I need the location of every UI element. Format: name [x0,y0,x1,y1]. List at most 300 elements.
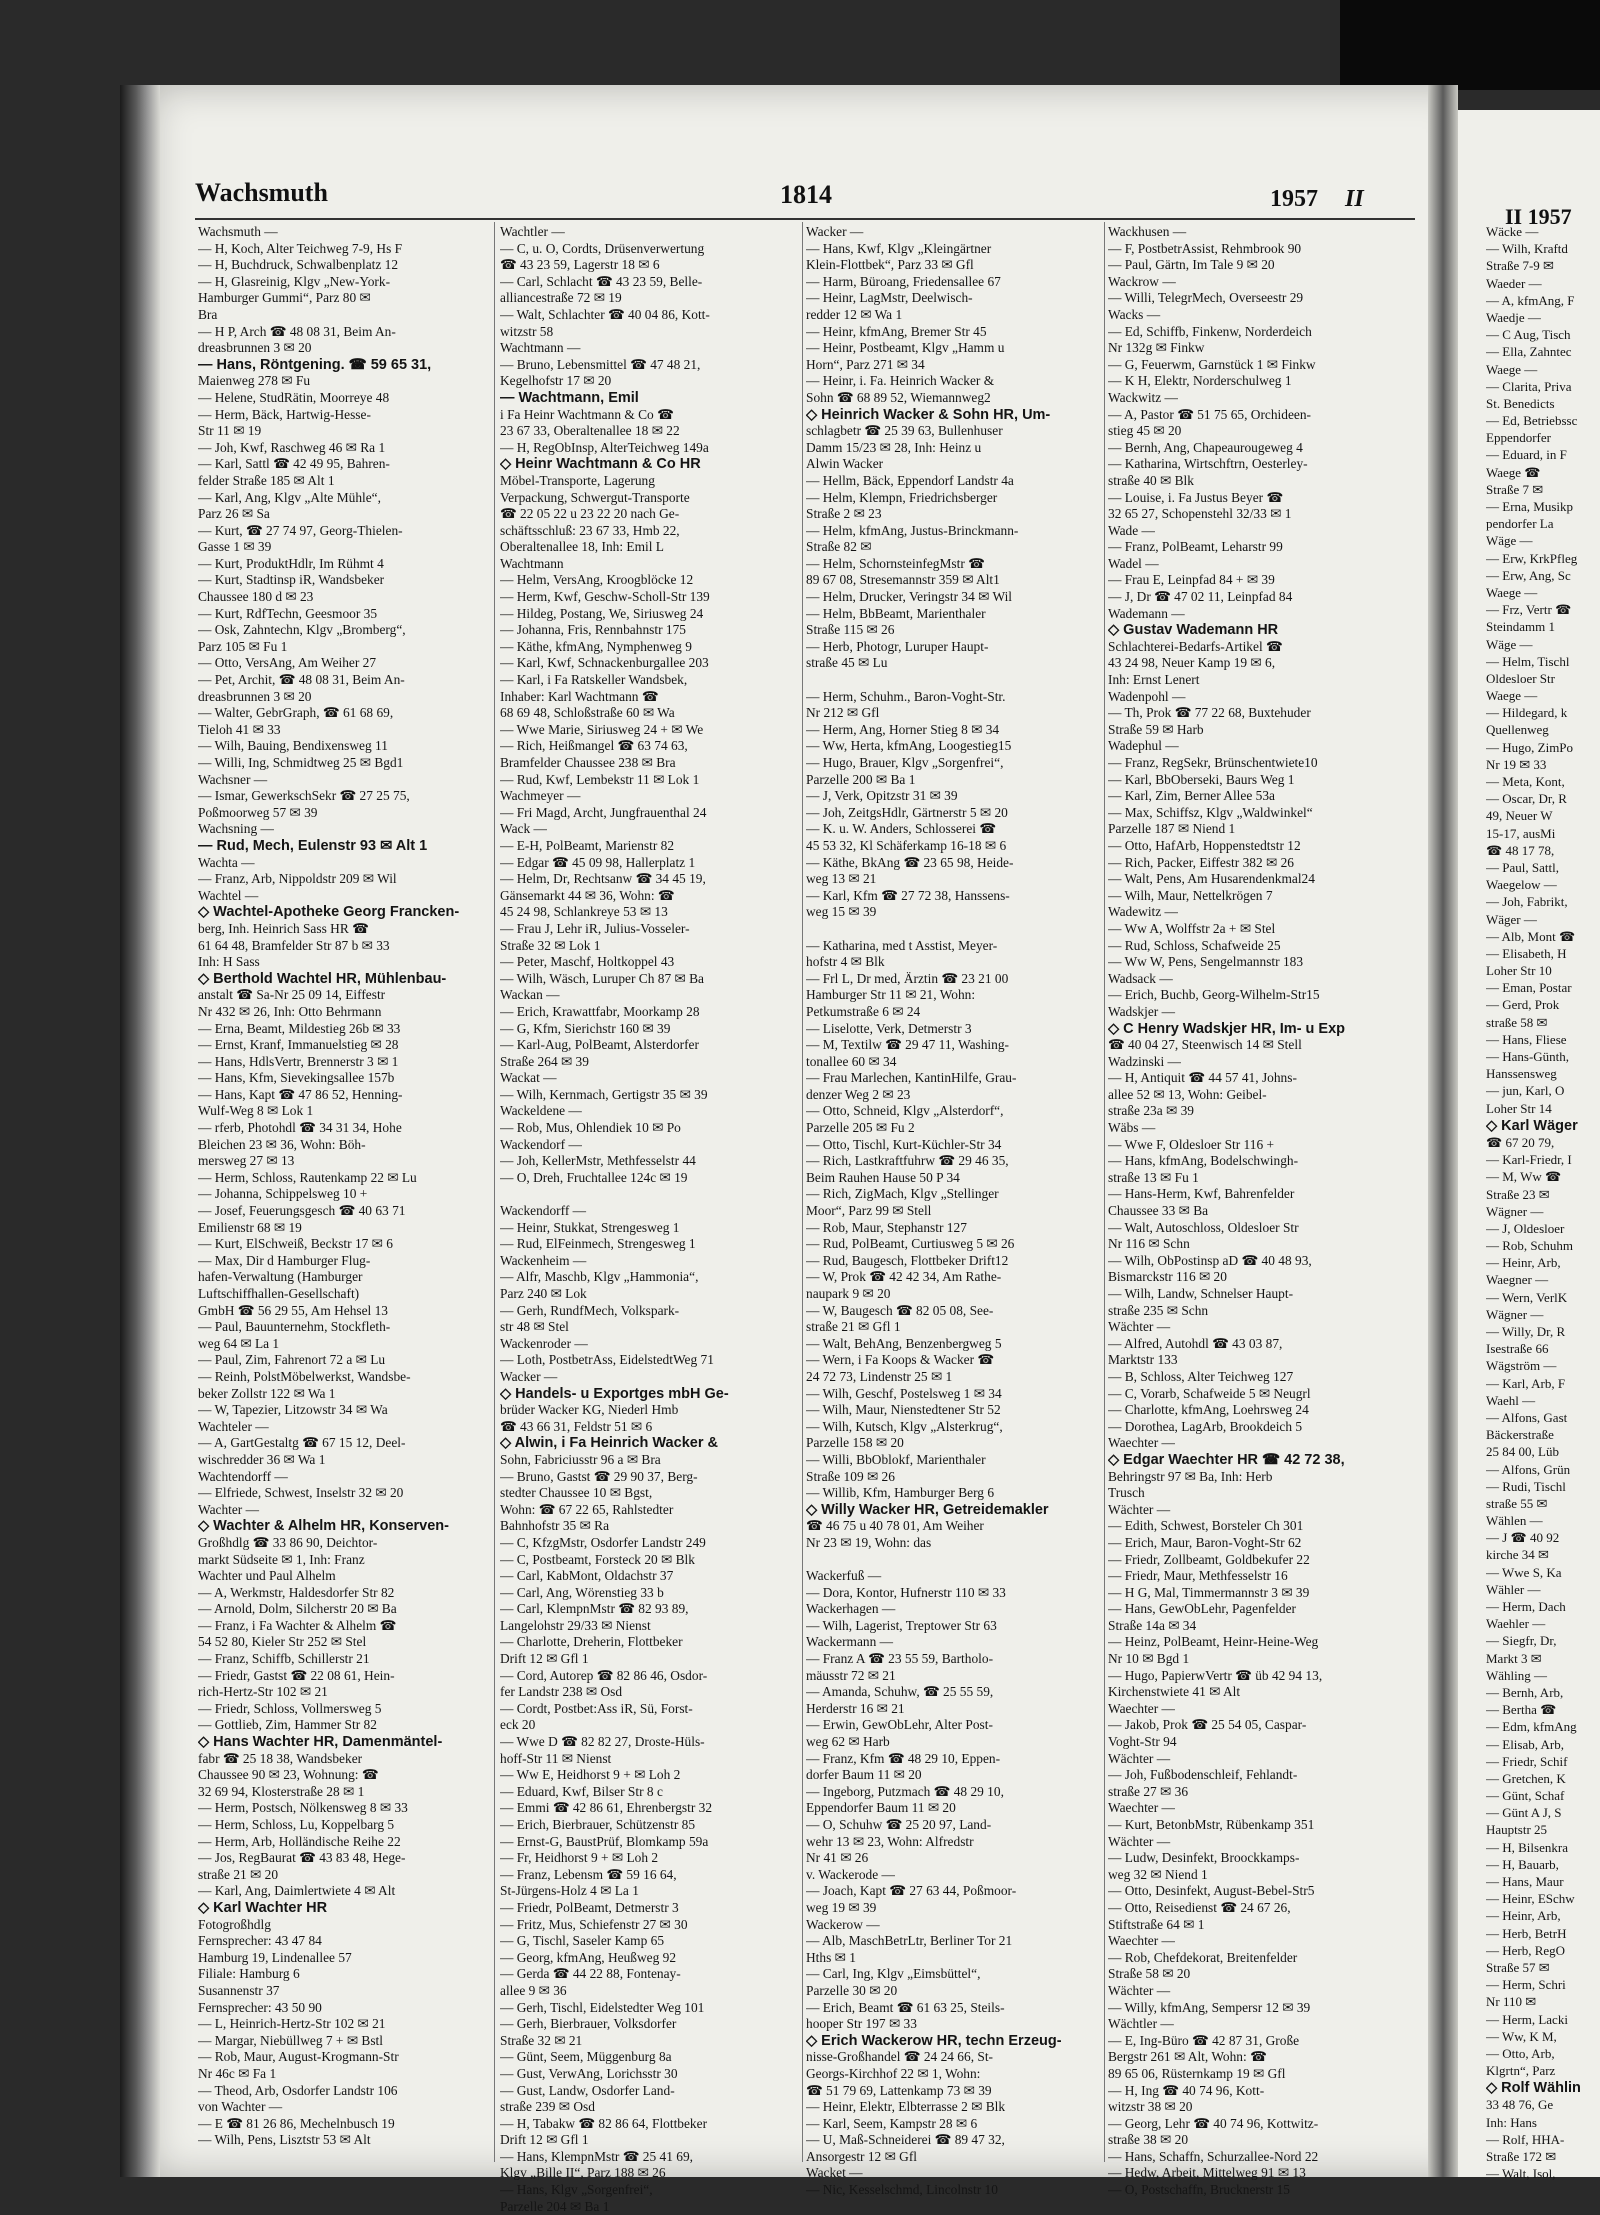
directory-entry-line: Wadewitz — [1108,904,1178,920]
directory-entry-line: — H, Glasreinig, Klgv „New-York- [198,273,391,289]
directory-entry-line: — Rob, Maur, Stephanstr 127 [806,1219,967,1235]
directory-entry-line: — Karl-Aug, PolBeamt, Alsterdorfer [500,1037,699,1053]
directory-entry-line: — Karl, Ang, Klgv „Alte Mühle“, [198,489,381,505]
header-volume: II [1345,186,1364,212]
directory-entry-line: — Otto, Reisedienst ☎ 24 67 26, [1108,1899,1291,1915]
directory-entry-line: — Hedw, Arbeit, Mittelweg 91 ✉ 13 [1108,2165,1306,2181]
directory-entry-line: — Elisabeth, H [1486,945,1567,961]
directory-entry-line: — Franz, PolBeamt, Leharstr 99 [1108,539,1283,555]
directory-entry-line: Nr 19 ✉ 33 [1486,756,1547,772]
directory-entry-line: anstalt ☎ Sa-Nr 25 09 14, Eiffestr [198,987,386,1003]
directory-entry-line: i Fa Heinr Wachtmann & Co ☎ [500,406,674,422]
directory-entry-line: Behringstr 97 ✉ Ba, Inh: Herb [1108,1468,1273,1484]
directory-entry-line: — Siegfr, Dr, [1486,1633,1557,1649]
directory-column-2 [500,224,798,2215]
directory-entry-line: — Wachtmann, Emil [500,389,639,406]
directory-entry-line: — O, Schuhw ☎ 25 20 97, Land- [806,1817,992,1832]
directory-entry-line: Wackerhagen — [806,1601,896,1617]
directory-entry-line: — Otto, Schneid, Klgv „Alsterdorf“, [806,1103,1004,1119]
directory-entry-line: — Rud, Kwf, Lembekstr 11 ✉ Lok 1 [500,771,700,787]
directory-entry-line: — Günt, Seem, Müggenburg 8a [500,2049,672,2065]
directory-entry-line: — Willib, Kfm, Hamburger Berg 6 [806,1485,995,1501]
directory-entry-line: — Herm, Dach [1486,1599,1566,1614]
directory-entry-line: stedter Chaussee 10 ✉ Bgst, [500,1485,653,1501]
directory-entry-line [806,921,1104,938]
directory-entry-line: — Wilh, Kraftd [1486,241,1568,257]
directory-entry-line: ☎ 48 17 78, [1486,842,1555,858]
directory-entry-line: Wächter — [1108,1750,1171,1766]
directory-entry-line: straße 38 ✉ 20 [1108,2132,1189,2148]
directory-entry-line: — Edgar ☎ 45 09 98, Hallerplatz 1 [500,854,696,870]
directory-entry-line: Gänsemarkt 44 ✉ 36, Wohn: ☎ [500,887,675,903]
directory-entry-line: — Theod, Arb, Osdorfer Landstr 106 [198,2082,398,2098]
directory-entry-line: Klgrtn“, Parz [1486,2063,1556,2079]
directory-entry-line: Wachter — [198,1501,260,1517]
directory-entry-line: wehr 13 ✉ 23, Wohn: Alfredstr [806,1833,974,1849]
directory-entry-line: Inhaber: Karl Wachtmann ☎ [500,688,659,704]
directory-entry-line: — Franz, RegSekr, Brünschentwiete10 [1108,755,1318,770]
directory-entry-line: — Emmi ☎ 42 86 61, Ehrenbergstr 32 [500,1800,713,1816]
directory-entry-line: Wadskjer — [1108,1003,1175,1019]
directory-entry-line: Parzelle 30 ✉ 20 [806,1982,898,1998]
directory-entry-line: ◇ Wachter & Alhelm HR, Konserven- [198,1518,449,1535]
directory-entry-line: — Harm, Büroang, Friedensallee 67 [806,273,1001,289]
directory-entry-line: straße 235 ✉ Schn [1108,1302,1209,1318]
directory-entry-line: Wackhusen — [1108,224,1187,239]
column-divider [1104,222,1105,2162]
directory-entry-line: — M, Ww ☎ [1486,1169,1562,1185]
directory-column-5-partial [1486,224,1600,2183]
directory-entry-line: Beim Rauhen Hause 50 P 34 [806,1169,960,1185]
directory-entry-line: — Rud, Baugesch, Flottbeker Drift12 [806,1252,1009,1268]
directory-entry-line: Nr 432 ✉ 26, Inh: Otto Behrmann [198,1003,382,1019]
directory-entry-line: stieg 45 ✉ 20 [1108,423,1182,439]
directory-entry-line: Wack — [500,821,547,837]
directory-entry-line: ◇ Willy Wacker HR, Getreidemakler [806,1501,1049,1518]
directory-entry-line: — Wilh, Wäsch, Luruper Ch 87 ✉ Ba [500,970,704,986]
directory-entry-line: Straße 172 ✉ [1486,2149,1557,2164]
directory-entry-line: — Katharina, med t Asstist, Meyer- [806,937,998,953]
directory-entry-line: weg 15 ✉ 39 [806,904,877,920]
directory-entry-line: — Rich, Heißmangel ☎ 63 74 63, [500,738,688,754]
directory-entry-line: — Helm, Drucker, Veringstr 34 ✉ Wil [806,589,1013,605]
directory-entry-line: Wächtler — [1108,2016,1174,2032]
directory-entry-line: Nr 212 ✉ Gfl [806,705,880,721]
directory-entry-line: — Hugo, ZimPo [1486,739,1574,755]
directory-entry-line: — C, Postbeamt, Forsteck 20 ✉ Blk [500,1551,695,1567]
directory-entry-line: Eppendorfer [1486,430,1551,446]
directory-entry-line: Schlachterei-Bedarfs-Artikel ☎ [1108,638,1283,654]
directory-entry-line: Kirchenstwiete 41 ✉ Alt [1108,1684,1241,1700]
directory-entry-line: — Rolf, HHA- [1486,2131,1565,2147]
directory-entry-line: Wähling — [1486,1667,1548,1683]
directory-entry-line: 45 53 32, Kl Schäferkamp 16-18 ✉ 6 [806,837,1007,853]
directory-entry-line: Susannenstr 37 [198,1982,280,1998]
directory-entry-line: Hamburg 19, Lindenallee 57 [198,1949,352,1965]
directory-entry-line: — Th, Prok ☎ 77 22 68, Buxtehuder [1108,705,1311,721]
directory-entry-line: hafen-Verwaltung (Hamburger [198,1269,363,1285]
directory-entry-line: — Georg, kfmAng, Heußweg 92 [500,1949,677,1965]
directory-entry-line: Waehler — [1486,1616,1546,1632]
directory-entry-line: Wäge — [1486,636,1533,652]
directory-entry-line: pendorfer La [1486,516,1554,532]
directory-entry-line: — Ed, Betriebssc [1486,413,1578,429]
directory-entry-line: — Joach, Kapt ☎ 27 63 44, Poßmoor- [806,1883,1017,1899]
directory-entry-line: — Rob, Chefdekorat, Breitenfelder [1108,1949,1298,1965]
directory-entry-line: 24 72 73, Lindenstr 25 ✉ 1 [806,1368,953,1384]
directory-entry-line: — Karl, Kwf, Schnackenburgallee 203 [500,655,709,671]
directory-entry-line: 33 48 76, Ge [1486,2097,1554,2113]
directory-entry-line: Straße 23 ✉ [1486,1186,1550,1202]
directory-entry-line: — W, Baugesch ☎ 82 05 08, See- [806,1302,994,1318]
directory-entry-line: — Herm, Postsch, Nölkensweg 8 ✉ 33 [198,1800,408,1816]
directory-entry-line: straße 21 ✉ 20 [198,1866,279,1882]
directory-entry-line: GmbH ☎ 56 29 55, Am Hehsel 13 [198,1302,389,1318]
directory-entry-line: Petkumstraße 6 ✉ 24 [806,1003,921,1019]
directory-entry-line: — Josef, Feuerungsgesch ☎ 40 63 71 [198,1203,406,1219]
directory-entry-line: — Kurt, RdfTechn, Geesmoor 35 [198,605,378,621]
directory-entry-line: Wächter — [1108,1833,1171,1849]
directory-entry-line: — Heinz, PolBeamt, Heinr-Heine-Weg [1108,1634,1319,1650]
directory-entry-line: Voght-Str 94 [1108,1734,1177,1750]
directory-entry-line: — Wilh, Lagerist, Treptower Str 63 [806,1617,997,1633]
directory-entry-line: — Heinr, LagMstr, Deelwisch- [806,290,973,306]
directory-entry-line: Inh: H Sass [198,954,260,970]
directory-entry-line: Wadel — [1108,555,1159,571]
directory-entry-line: — Erich, Buchb, Georg-Wilhelm-Str15 [1108,987,1320,1003]
directory-entry-line: — Friedr, Schloss, Vollmersweg 5 [198,1700,382,1716]
directory-entry-line: Inh: Ernst Lenert [1108,672,1200,688]
directory-entry-line: ☎ 43 66 31, Feldstr 51 ✉ 6 [500,1418,653,1434]
directory-entry-line: hooper Str 197 ✉ 33 [806,2016,917,2032]
directory-entry-line: Bergstr 261 ✉ Alt, Wohn: ☎ [1108,2049,1267,2065]
directory-entry-line: weg 64 ✉ La 1 [198,1335,280,1351]
background-shadow [1340,0,1600,90]
directory-entry-line: Loher Str 14 [1486,1100,1552,1116]
directory-entry-line: — Herm, Bäck, Hartwig-Hesse- [198,406,371,422]
directory-entry-line: Waedje — [1486,309,1541,325]
directory-entry-line: — Günt A J, S [1486,1805,1562,1821]
directory-entry-line: Wachmeyer — [500,788,581,804]
directory-entry-line: — Johanna, Schippelsweg 10 + [198,1186,368,1202]
directory-entry-line: — Clarita, Priva [1486,378,1572,394]
directory-entry-line: — A, kfmAng, F [1486,292,1575,308]
directory-entry-line: Straße 109 ✉ 26 [806,1468,895,1484]
header-year: 1957 [1270,186,1318,212]
directory-entry-line: — Loth, PostbetrAss, EidelstedtWeg 71 [500,1352,714,1368]
directory-entry-line: — Alb, Mont ☎ [1486,928,1576,944]
directory-entry-line: allee 52 ✉ 13, Wohn: Geibel- [1108,1086,1267,1102]
directory-entry-line: St-Jürgens-Holz 4 ✉ La 1 [500,1883,639,1899]
directory-entry-line: Wägner — [1486,1203,1544,1219]
directory-entry-line: Drift 12 ✉ Gfl 1 [500,2132,589,2148]
directory-entry-line: — Fri Magd, Archt, Jungfrauenthal 24 [500,804,707,820]
directory-entry-line: Wachsmuth — [198,224,278,239]
directory-entry-line: Nr 10 ✉ Bgd 1 [1108,1651,1190,1667]
directory-entry-line: — F, PostbetrAssist, Rehmbrook 90 [1108,240,1302,256]
directory-entry-line: Wacker — [500,1368,558,1384]
book-spine [1428,85,1458,2177]
directory-column-4 [1108,224,1408,2199]
directory-entry-line: Bismarckstr 116 ✉ 20 [1108,1269,1227,1285]
directory-entry-line: — J, Oldesloer [1486,1220,1565,1236]
directory-entry-line: — Erw, KrkPfleg [1486,550,1578,566]
directory-entry-line: — Rob, Schuhm [1486,1238,1574,1254]
directory-entry-line: 89 65 06, Rüsternkamp 19 ✉ Gfl [1108,2065,1286,2081]
directory-entry-line: — Otto, HafArb, Hoppenstedtstr 12 [1108,837,1301,853]
directory-entry-line: Wachtel — [198,887,259,903]
directory-entry-line: Maienweg 278 ✉ Fu [198,373,311,389]
directory-entry-line: straße 239 ✉ Osd [500,2099,595,2115]
directory-entry-line: weg 13 ✉ 21 [806,871,877,887]
directory-entry-line: 49, Neuer W [1486,808,1553,824]
directory-entry-line: — A, Werkmstr, Haldesdorfer Str 82 [198,1584,395,1600]
directory-entry-line [806,672,1104,689]
directory-entry-line: — Alfr, Maschb, Klgv „Hammonia“, [500,1269,699,1285]
directory-entry-line: — Cord, Autorep ☎ 82 86 46, Osdor- [500,1667,708,1683]
directory-entry-line: — Joh, Kwf, Raschweg 46 ✉ Ra 1 [198,439,386,455]
directory-entry-line: — Rud, ElFeinmech, Strengesweg 1 [500,1236,696,1252]
directory-entry-line: — Walt, Autoschloss, Oldesloer Str [1108,1219,1299,1235]
directory-entry-line: Langelohstr 29/33 ✉ Nienst [500,1617,651,1633]
directory-entry-line: — A, GartGestaltg ☎ 67 15 12, Deel- [198,1435,406,1451]
directory-entry-line: — Walter, GebrGraph, ☎ 61 68 69, [198,705,394,721]
directory-entry-line: — Hans, Maur [1486,1874,1564,1889]
directory-entry-line: ☎ 40 04 27, Steenwisch 14 ✉ Stell [1108,1037,1302,1053]
directory-entry-line: — Hans, Kfm, Sievekingsallee 157b [198,1070,395,1086]
directory-entry-line: straße 27 ✉ 36 [1108,1783,1189,1799]
directory-entry-line: — Heinr, Postbeamt, Klgv „Hamm u [806,340,1005,356]
directory-entry-line: Waechter — [1108,1933,1175,1949]
directory-entry-line: Chaussee 33 ✉ Ba [1108,1203,1209,1219]
directory-entry-line: — Fr, Heidhorst 9 + ✉ Loh 2 [500,1850,659,1866]
directory-entry-line: — Ww A, Wolffstr 2a + ✉ Stel [1108,920,1276,936]
directory-entry-line: — H, Koch, Alter Teichweg 7-9, Hs F [198,240,403,256]
directory-entry-line: — Wilh, Kernmach, Gertigstr 35 ✉ 39 [500,1086,708,1102]
directory-entry-line: Wohn: ☎ 67 22 65, Rahlstedter [500,1501,674,1517]
directory-entry-line: Hanssensweg [1486,1066,1557,1082]
directory-entry-line: — Peter, Maschf, Holtkoppel 43 [500,954,675,970]
directory-entry-line: — Ed, Schiffb, Finkenw, Norderdeich [1108,323,1312,339]
directory-entry-line: berg, Inh. Heinrich Sass HR ☎ [198,920,369,936]
directory-entry-line: mäusstr 72 ✉ 21 [806,1667,896,1683]
directory-entry-line: — Hans, Fliese [1486,1031,1567,1047]
directory-entry-line: Wachta — [198,854,255,870]
directory-entry-line: 45 24 98, Schlankreye 53 ✉ 13 [500,904,668,920]
directory-entry-line: straße 21 ✉ Gfl 1 [806,1319,901,1335]
directory-entry-line: — A, Pastor ☎ 51 75 65, Orchideen- [1108,406,1312,422]
directory-entry-line: Loher Str 10 [1486,963,1552,979]
directory-entry-line: — Eduard, in F [1486,447,1567,463]
directory-entry-line: — Arnold, Dolm, Silcherstr 20 ✉ Ba [198,1601,397,1617]
directory-entry-line: — Carl, KlempnMstr ☎ 82 93 89, [500,1601,689,1617]
directory-entry-line: Hamburger Gummi“, Parz 80 ✉ [198,290,371,306]
directory-entry-line: — Gerh, Tischl, Eidelstedter Weg 101 [500,1999,705,2015]
directory-entry-line: — Heinr, Arb, [1486,1255,1561,1271]
directory-entry-line: Fernsprecher: 43 47 84 [198,1933,322,1949]
directory-entry-line: Gasse 1 ✉ 39 [198,539,272,555]
directory-entry-line: weg 32 ✉ Niend 1 [1108,1866,1208,1882]
directory-entry-line: — J, Verk, Opitzstr 31 ✉ 39 [806,788,958,804]
directory-entry-line: — Rob, Maur, August-Krogmann-Str [198,2049,399,2065]
directory-entry-line: — Gerda ☎ 44 22 88, Fontenay- [500,1966,681,1982]
directory-entry-line: — Rich, ZigMach, Klgv „Stellinger [806,1186,999,1202]
directory-entry-line: Emilienstr 68 ✉ 19 [198,1219,302,1235]
directory-entry-line: Nr 110 ✉ [1486,1994,1537,2010]
directory-entry-line: Str 11 ✉ 19 [198,423,262,439]
directory-entry-line: — Helm, SchornsteinfegMstr ☎ [806,555,985,571]
column-divider [802,222,803,2162]
directory-entry-line: Waehl — [1486,1392,1536,1408]
directory-entry-line: fer Landstr 238 ✉ Osd [500,1684,623,1700]
directory-entry-line: — E ☎ 81 26 86, Mechelnbusch 19 [198,2115,395,2131]
directory-entry-line: rich-Hertz-Str 102 ✉ 21 [198,1684,328,1700]
directory-entry-line: — Franz, Kfm ☎ 48 29 10, Eppen- [806,1750,1001,1766]
directory-entry-line: Hauptstr 25 [1486,1822,1548,1838]
directory-entry-line: — Herm, Schloss, Rautenkamp 22 ✉ Lu [198,1169,417,1185]
directory-entry-line: — Bertha ☎ [1486,1702,1557,1718]
directory-entry-line: Waeder — [1486,275,1542,291]
header-rule [195,218,1415,220]
directory-entry-line: — Dorothea, LagArb, Brookdeich 5 [1108,1418,1303,1434]
directory-entry-line: — Hans, Schaffn, Schurzallee-Nord 22 [1108,2148,1319,2164]
directory-entry-line: Wacker — [806,224,864,239]
directory-entry-line: — Hans, KlempnMstr ☎ 25 41 69, [500,2148,693,2164]
directory-entry-line: — G, Feuerwm, Garnstück 1 ✉ Finkw [1108,356,1316,372]
directory-entry-line: — O, Dreh, Fruchtallee 124c ✉ 19 [500,1169,688,1185]
directory-entry-line: — M, Textilw ☎ 29 47 11, Washing- [806,1037,1009,1053]
directory-entry-line: ☎ 46 75 u 40 78 01, Am Weiher [806,1518,984,1534]
directory-entry-line: Eppendorfer Baum 11 ✉ 20 [806,1800,956,1816]
directory-entry-line: — Erich, Maur, Baron-Voght-Str 62 [1108,1534,1302,1550]
directory-entry-line: — Ludw, Desinfekt, Broockkamps- [1108,1850,1300,1866]
directory-entry-line: Waechter — [1108,1700,1175,1716]
directory-entry-line: — Hans, Klgv „Sorgenfrei“, [500,2182,653,2198]
directory-entry-line: — Walt, Isol, [1486,2166,1556,2182]
directory-entry-line: — Erich, Bierbrauer, Schützenstr 85 [500,1817,696,1832]
directory-entry-line: — Eduard, Kwf, Bilser Str 8 c [500,1783,663,1799]
directory-entry-line: Wadenpohl — [1108,688,1186,704]
directory-entry-line: straße 55 ✉ [1486,1495,1548,1511]
directory-entry-line: — L, Heinrich-Hertz-Str 102 ✉ 21 [198,2016,386,2032]
directory-entry-line: — Bernh, Arb, [1486,1684,1564,1700]
directory-entry-line: ☎ 22 05 22 u 23 22 20 nach Ge- [500,506,680,522]
directory-entry-line: Parzelle 204 ✉ Ba 1 [500,2198,610,2214]
directory-entry-line: — O, Postschaffn, Brucknerstr 15 [1108,2182,1290,2198]
directory-entry-line: — J, Dr ☎ 47 02 11, Leinpfad 84 [1108,589,1293,605]
directory-entry-line: ◇ Edgar Waechter HR ☎ 42 72 38, [1108,1451,1345,1468]
directory-entry-line: — Käthe, BkAng ☎ 23 65 98, Heide- [806,854,1014,870]
directory-entry-line: Filiale: Hamburg 6 [198,1966,300,1982]
directory-entry-line: — Herm, Kwf, Geschw-Scholl-Str 139 [500,589,710,605]
book-binding [120,85,160,2177]
directory-entry-line: — Helene, StudRätin, Moorreye 48 [198,389,390,405]
directory-entry-line: 68 69 48, Schloßstraße 60 ✉ Wa [500,705,675,721]
directory-entry-line: Wadsack — [1108,970,1173,986]
directory-entry-line: — H, Ing ☎ 40 74 96, Kott- [1108,2082,1265,2098]
directory-entry-line: — H, RegObInsp, AlterTeichweg 149a [500,439,709,455]
directory-entry-line: Parz 26 ✉ Sa [198,506,270,522]
directory-entry-line: Fernsprecher: 43 50 90 [198,1999,322,2015]
directory-entry-line: Herderstr 16 ✉ 21 [806,1700,905,1716]
directory-entry-line: — H, Bilsenkra [1486,1839,1568,1855]
directory-entry-line: Wackwitz — [1108,389,1178,405]
directory-entry-line: — Willy, kfmAng, Sempersr 12 ✉ 39 [1108,1999,1311,2015]
directory-entry-line: — Wwe S, Ka [1486,1564,1562,1580]
directory-entry-line: — Cordt, Postbet:Ass iR, Sü, Forst- [500,1700,693,1716]
directory-entry-line: Wächter — [1108,1982,1171,1998]
directory-entry-line: — H P, Arch ☎ 48 08 31, Beim An- [198,323,396,339]
directory-entry-line: — Rob, Mus, Ohlendiek 10 ✉ Po [500,1120,681,1136]
directory-entry-line: eck 20 [500,1717,536,1733]
directory-entry-line: Straße 57 ✉ [1486,1959,1550,1975]
directory-entry-line: — Herm, Lacki [1486,2011,1568,2027]
directory-entry-line: Trusch [1108,1485,1145,1501]
directory-entry-line: — Fritz, Mus, Schiefenstr 27 ✉ 30 [500,1916,688,1932]
directory-entry-line: Parzelle 158 ✉ 20 [806,1435,904,1451]
directory-entry-line: — Franz, i Fa Wachter & Alhelm ☎ [198,1617,397,1633]
directory-entry-line: — Bruno, Lebensmittel ☎ 47 48 21, [500,356,701,372]
directory-entry-line: Wackeldene — [500,1103,582,1119]
directory-entry-line: — Hans, Kwf, Klgv „Kleingärtner [806,240,992,256]
directory-entry-line: — Ww, Herta, kfmAng, Loogestieg15 [806,738,1012,754]
directory-entry-line: fabr ☎ 25 18 38, Wandsbeker [198,1750,363,1766]
directory-entry-line: — Frl L, Dr med, Ärztin ☎ 23 21 00 [806,970,1009,986]
directory-entry-line: — Meta, Kont, [1486,774,1565,789]
directory-entry-line: hoff-Str 11 ✉ Nienst [500,1750,612,1766]
directory-entry-line: — Alb, MaschBetrLtr, Berliner Tor 21 [806,1933,1013,1949]
directory-entry-line: dreasbrunnen 3 ✉ 20 [198,688,312,704]
directory-entry-line: — Herm, Arb, Holländische Reihe 22 [198,1833,401,1849]
directory-entry-line: Hamburger Str 11 ✉ 21, Wohn: [806,987,976,1003]
directory-entry-line: Luftschiffhallen-Gesellschaft) [198,1286,360,1301]
directory-entry-line: — C, Vorarb, Schafweide 5 ✉ Neugrl [1108,1385,1311,1401]
directory-entry-line: allee 9 ✉ 36 [500,1982,567,1998]
directory-entry-line: Wadzinski — [1108,1053,1181,1069]
directory-entry-line: Poßmoorweg 57 ✉ 39 [198,804,318,820]
directory-entry-line: — Katharina, Wirtschftrn, Oesterley- [1108,456,1308,472]
directory-entry-line: — Karl-Friedr, I [1486,1152,1572,1168]
directory-entry-line: — Alfred, Autohdl ☎ 43 03 87, [1108,1335,1283,1351]
directory-entry-line: Nr 46c ✉ Fa 1 [198,2065,277,2081]
directory-entry-line: Waechter — [1108,1435,1175,1451]
directory-entry-line: — Herb, Photogr, Luruper Haupt- [806,638,989,654]
directory-entry-line: — Karl, i Fa Ratskeller Wandsbek, [500,672,688,688]
column-divider [494,222,495,2162]
directory-entry-line: witzstr 38 ✉ 20 [1108,2099,1193,2115]
directory-entry-line: — Joh, Fußbodenschleif, Fehlandt- [1108,1767,1298,1783]
directory-entry-line: — Otto, Desinfekt, August-Bebel-Str5 [1108,1883,1315,1899]
directory-entry-line: — K. u. W. Anders, Schlosserei ☎ [806,821,997,837]
directory-entry-line: Wachsner — [198,771,268,787]
directory-entry-line: Alwin Wacker [806,456,884,472]
directory-entry-line: — Wilh, Maur, Nettelkrögen 7 [1108,887,1273,903]
directory-entry-line: — Wilh, ObPostinsp aD ☎ 40 48 93, [1108,1252,1312,1268]
directory-entry-line: ◇ C Henry Wadskjer HR, Im- u Exp [1108,1020,1346,1037]
directory-entry-line: Straße 32 ✉ Lok 1 [500,937,601,953]
directory-entry-line: Wackan — [500,987,560,1003]
directory-entry-line: — Frau J, Lehr iR, Julius-Vosseler- [500,920,690,936]
directory-entry-line: Wackat — [500,1070,557,1086]
directory-entry-line: ☎ 43 23 59, Lagerstr 18 ✉ 6 [500,257,660,273]
directory-entry-line: Waegner — [1486,1272,1549,1288]
directory-entry-line: Wachtmann — [500,340,581,356]
directory-entry-line: Wächter — [1108,1319,1171,1335]
directory-entry-line: Wägström — [1486,1358,1557,1374]
directory-entry-line: — Otto, Arb, [1486,2045,1555,2061]
directory-entry-line: dreasbrunnen 3 ✉ 20 [198,340,312,356]
directory-entry-line: — Reinh, PolstMöbelwerkst, Wandsbe- [198,1368,411,1384]
